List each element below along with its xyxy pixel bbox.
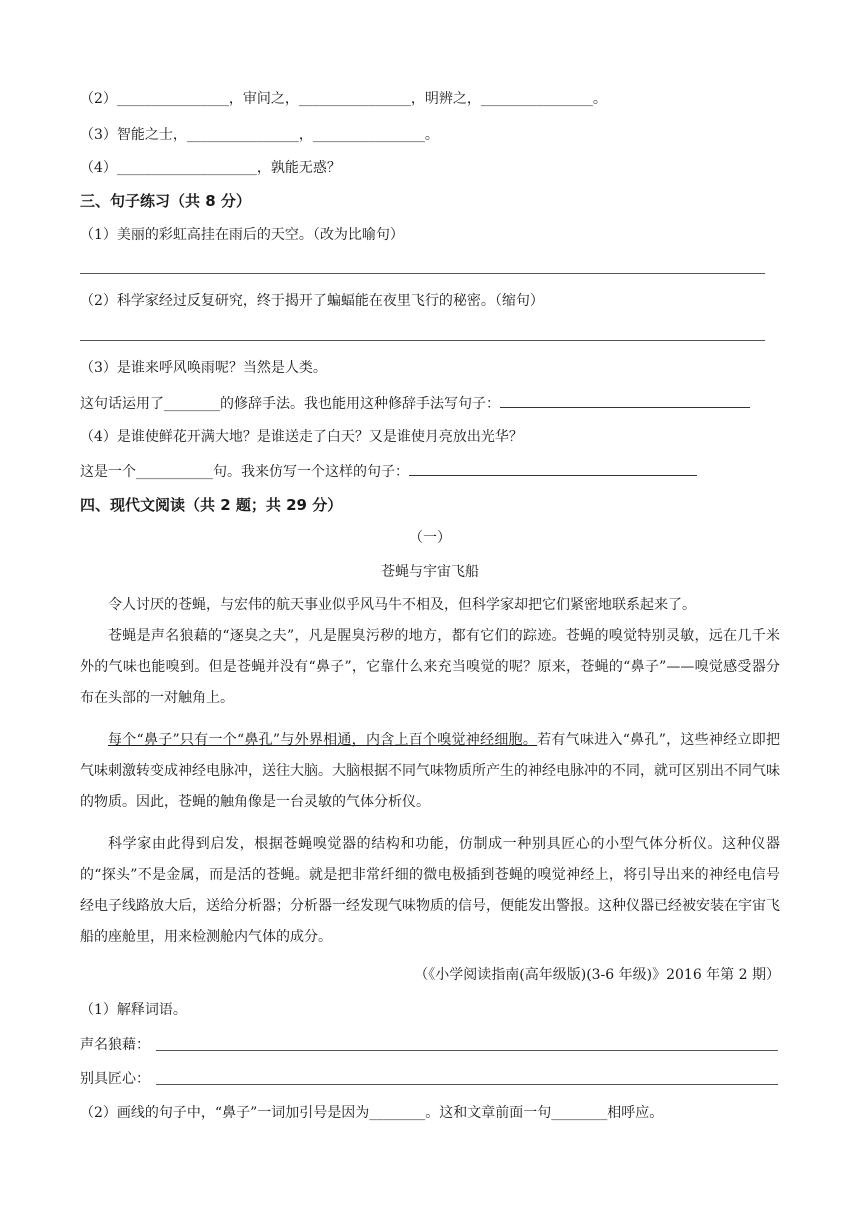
section3-q4-answer-text: 这是一个___________句。我来仿写一个这样的句子： [80, 464, 409, 480]
answer-blank-q4[interactable] [409, 461, 697, 476]
memorize-q4: （4）____________________，孰能无惑？ [80, 160, 341, 176]
passage-paragraph-3-rest: 若有气味进入“鼻孔”，这些神经立即把气味刺激转变成神经电脉冲，送往大脑。大脑根据不同气味物质所产生的神经电脉冲的不同，就可区别出不同气味的物质。因此，苍蝇的触角像是一台灵敏的气体分析仪。 [80, 732, 780, 810]
passage-paragraph-3 [80, 725, 780, 818]
passage-paragraph-4: 科学家由此得到启发，根据苍蝇嗅觉器的结构和功能，仿制成一种别具匠心的小型气体分析仪。这种仪器的“探头”不是金属，而是活的苍蝇。就是把非常纤细的微电极插到苍蝇的嗅觉神经上，将引导出来的神经电信号经电子线路放大后，送给分析器；分析器一经发现气味物质的信号，便能发出警报。这种仪器已经被安装在宇宙飞船的座舱里，用来检测舱内气体的成分。 [80, 836, 780, 945]
section3-q3-answer [80, 393, 750, 414]
section4-q1: （1）解释词语。 [80, 1002, 187, 1018]
passage-part-label: （一） [409, 530, 451, 546]
memorize-q3: （3）智能之士，________________，________________。 [80, 127, 439, 143]
passage-title: 苍蝇与宇宙飞船 [381, 564, 479, 580]
section3-q1: （1）美丽的彩虹高挂在雨后的天空。（改为比喻句） [80, 227, 404, 243]
answer-line-term-2[interactable] [156, 1084, 778, 1085]
term-2-label: 别具匠心： [80, 1071, 150, 1087]
answer-line-term-1[interactable] [156, 1050, 778, 1051]
passage-source: （《小学阅读指南(高年级版)(3-6 年级)》2016 年第 2 期） [414, 967, 780, 983]
passage-paragraph-1: 令人讨厌的苍蝇，与宏伟的航天事业似乎风马牛不相及，但科学家却把它们紧密地联系起来了。 [108, 597, 696, 613]
underlined-sentence: 每个“鼻子”只有一个“鼻孔”与外界相通，内含上百个嗅觉神经细胞。 [108, 732, 538, 748]
answer-line-q2[interactable] [80, 340, 765, 341]
section3-q4: （4）是谁使鲜花开满大地？是谁送走了白天？又是谁使月亮放出光华？ [80, 429, 523, 445]
section3-q2: （2）科学家经过反复研究，终于揭开了蝙蝠能在夜里飞行的秘密。（缩句） [80, 293, 544, 309]
term-1-label: 声名狼藉： [80, 1037, 150, 1053]
memorize-q2: （2）________________，审问之，________________，明辨之，________________。 [80, 91, 607, 107]
section4-heading: 四、现代文阅读（共 2 题；共 29 分） [80, 496, 343, 514]
answer-blank-q3[interactable] [500, 393, 750, 408]
section3-heading: 三、句子练习（共 8 分） [80, 192, 251, 210]
section3-q4-answer [80, 461, 697, 482]
section4-q2: （2）画线的句子中，“鼻子”一词加引号是因为________。这和文章前面一句________相呼应。 [80, 1105, 664, 1121]
section3-q3-answer-text: 这句话运用了________的修辞手法。我也能用这种修辞手法写句子： [80, 396, 500, 412]
section3-q3: （3）是谁来呼风唤雨呢？当然是人类。 [80, 360, 327, 376]
answer-line-q1[interactable] [80, 273, 765, 274]
passage-paragraph-2: 苍蝇是声名狼藉的“逐臭之夫”，凡是腥臭污秽的地方，都有它们的踪迹。苍蝇的嗅觉特别灵敏，远在几千米外的气味也能嗅到。但是苍蝇并没有“鼻子”，它靠什么来充当嗅觉的呢？原来，苍蝇的“鼻子”——嗅觉感受器分布在头部的一对触角上。 [80, 628, 780, 706]
